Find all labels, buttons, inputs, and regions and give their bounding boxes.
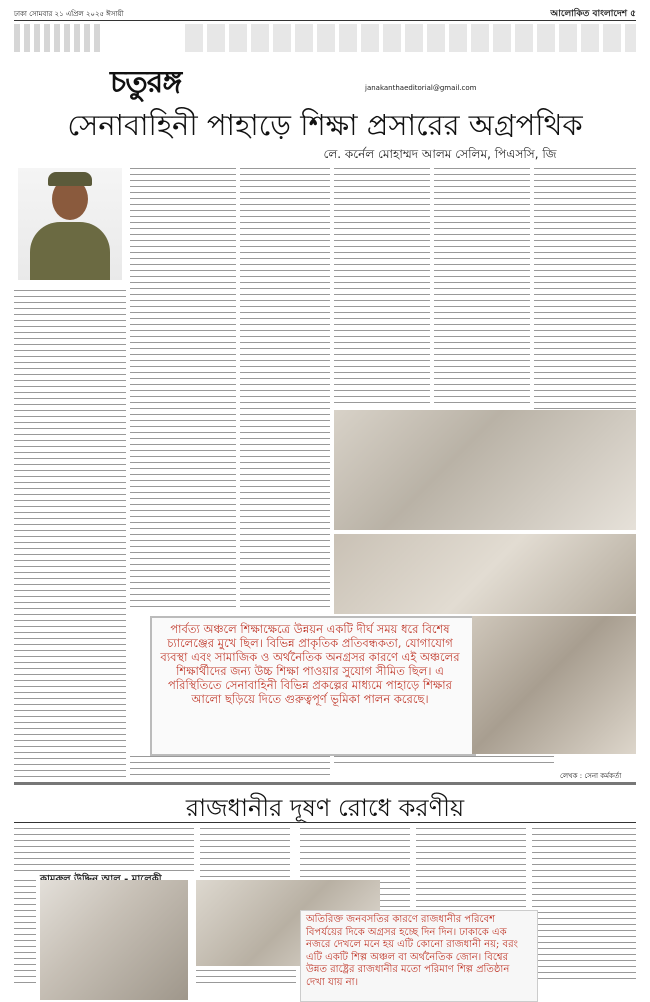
article1-footer-text [130, 756, 330, 778]
article2-intro-text [14, 828, 194, 872]
section-email: janakanthaeditorial@gmail.com [365, 84, 477, 92]
article2-column-1 [14, 880, 36, 984]
decorative-pattern-right [185, 24, 636, 52]
article1-column-4 [334, 168, 430, 406]
article1-column-5 [434, 168, 530, 406]
portrait-cap [48, 172, 92, 186]
classroom-photo [472, 616, 636, 754]
header-rule [14, 20, 636, 21]
article2-headline: রাজধানীর দূষণ রোধে করণীয় [185, 794, 465, 822]
article2-bottom-text [196, 970, 296, 984]
page-date: ঢাকা সোমবার ২১ এপ্রিল ২০২৫ ঈসায়ী [14, 10, 124, 18]
article1-author-tag: লেখক : সেনা কর্মকর্তা [560, 772, 622, 780]
article2-column-5 [532, 828, 636, 984]
article1-footer-text-2 [334, 756, 554, 768]
school-photo-2 [334, 534, 636, 614]
article2-rule [14, 822, 636, 823]
portrait-uniform [30, 222, 110, 280]
article1-column-3 [240, 168, 330, 612]
article1-column-1 [14, 290, 126, 780]
article2-column-4 [416, 828, 526, 908]
page-header [14, 6, 636, 20]
article1-pullquote: পার্বত্য অঞ্চলে শিক্ষাক্ষেত্রে উন্নয়ন একটি দীর্ঘ সময় ধরে বিশেষ চ্যালেঞ্জের মুখে ছিল। বিভিন্ন প্রাকৃতিক প্রতিবন্ধকতা, যোগাযোগ ব্যবস্থা এবং সামাজিক ও অর্থনৈতিক অনগ্রসর কারণে এই অঞ্চলের শিক্ষার্থীদের জন্য উচ্চ শিক্ষা পাওয়ার সুযোগ সীমিত ছিল। এ পরিস্থিতিতে সেনাবাহিনী বিভিন্ন প্রকল্পের মাধ্যমে পাহাড়ে শিক্ষার আলো ছড়িয়ে দিতে গুরুত্বপূর্ণ ভূমিকা পালন করেছে। [160, 622, 460, 706]
section-divider [14, 782, 636, 785]
pollution-photo [40, 880, 188, 1000]
school-photo [334, 410, 636, 530]
article1-headline: সেনাবাহিনী পাহাড়ে শিক্ষা প্রসারের অগ্রপথিক [67, 108, 583, 142]
decorative-pattern [14, 24, 104, 52]
article1-byline: লে. কর্নেল মোহাম্মদ আলম সেলিম, পিএসসি, জি [323, 147, 557, 161]
page-number: আলোকিত বাংলাদেশ ৫ [550, 9, 636, 19]
author-portrait [18, 168, 122, 280]
article1-column-2 [130, 168, 236, 612]
section-logo: চতুরঙ্গ [110, 65, 182, 100]
article2-column-2 [200, 828, 290, 878]
article2-pullquote: অতিরিক্ত জনবসতির কারণে রাজধানীর পরিবেশ বিপর্যয়ের দিকে অগ্রসর হচ্ছে দিন দিন। ঢাকাকে এক নজরে দেখলে মনে হয় এটি কোনো রাজধানী নয়; বরং এটি একটি শিল্প অঞ্চল বা অর্থনৈতিক জোন। বিশ্বের উন্নত রাষ্ট্রের রাজধানীর মতো পরিমাণ শিল্প প্রতিষ্ঠান দেখা যায় না। [306, 914, 518, 988]
